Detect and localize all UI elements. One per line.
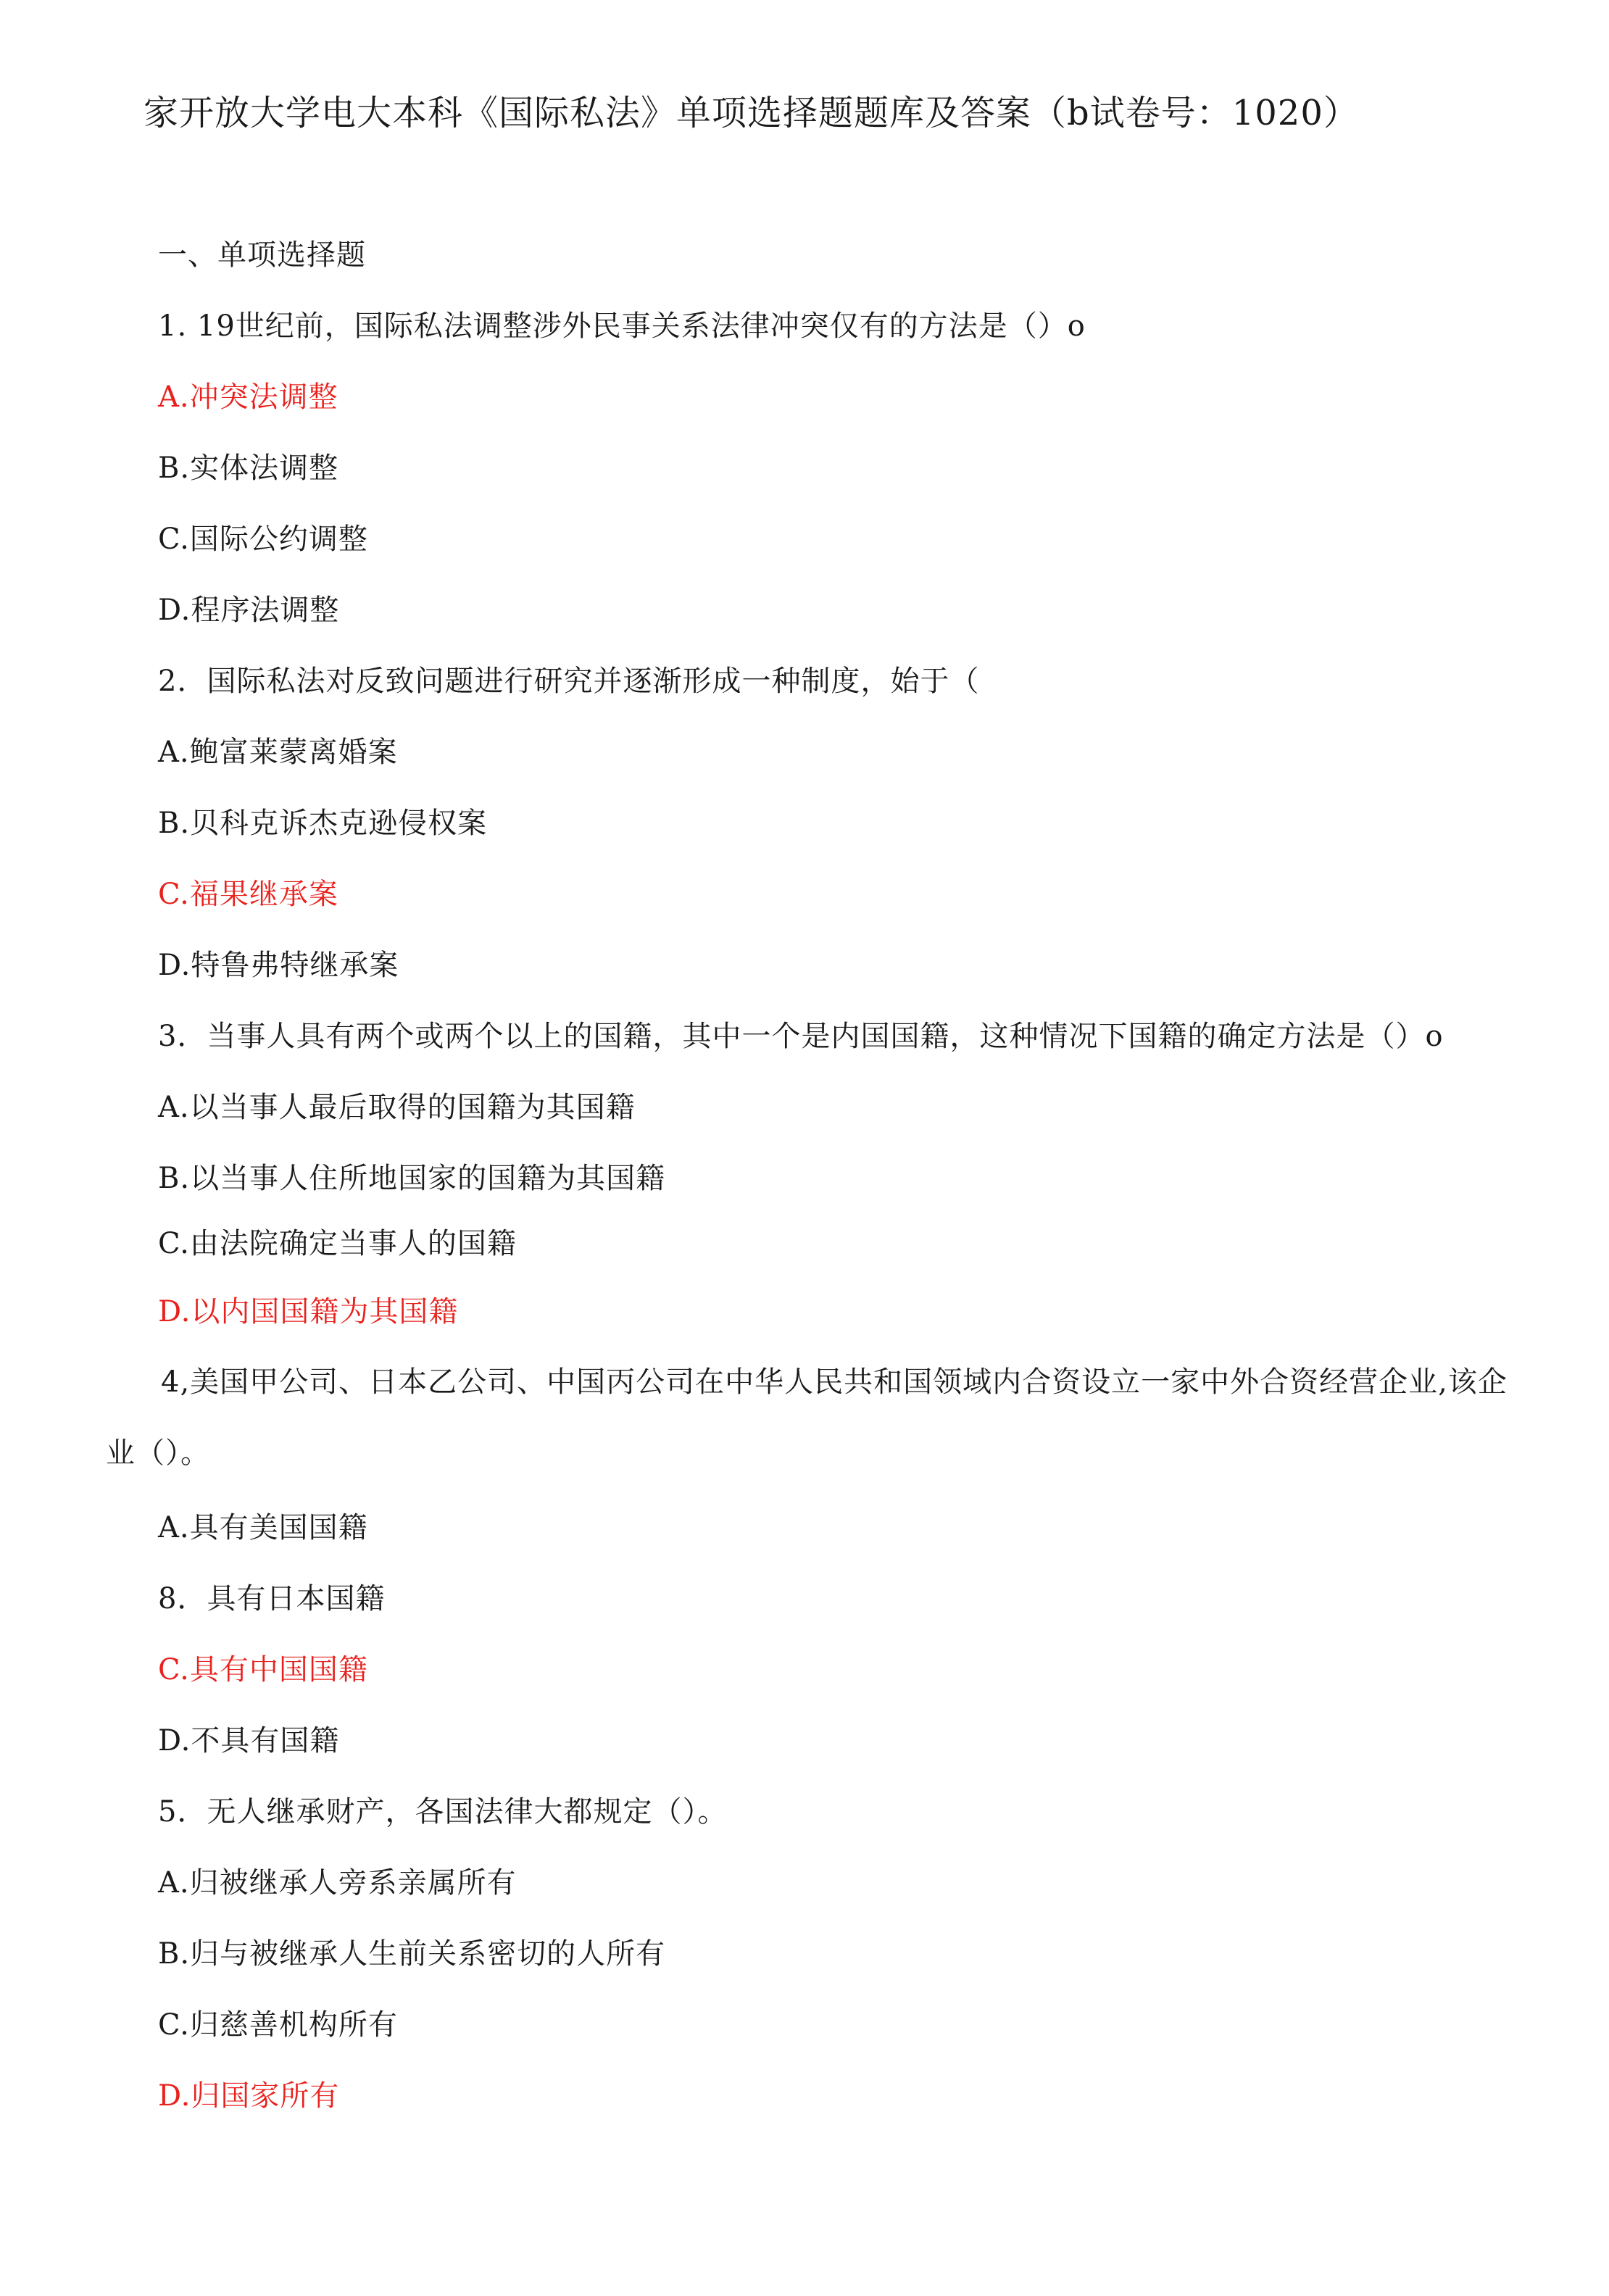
- question-1-option-a: A.冲突法调整: [158, 380, 338, 414]
- question-3-stem: 3．当事人具有两个或两个以上的国籍，其中一个是内国国籍，这种情况下国籍的确定方法是（）o: [158, 1020, 1444, 1053]
- question-4-option-a: A.具有美国国籍: [158, 1511, 368, 1544]
- question-3-option-d: D.以内国国籍为其国籍: [158, 1295, 459, 1328]
- question-3-option-b: B.以当事人住所地国家的国籍为其国籍: [158, 1162, 666, 1195]
- section-heading: 一、单项选择题: [158, 238, 366, 272]
- question-3-option-c: C.由法院确定当事人的国籍: [158, 1227, 517, 1260]
- question-1-stem: 1. 19世纪前，国际私法调整涉外民事关系法律冲突仅有的方法是（）o: [158, 309, 1086, 343]
- question-2-option-a: A.鲍富莱蒙离婚案: [158, 736, 398, 769]
- question-4-option-d: D.不具有国籍: [158, 1724, 340, 1758]
- question-5-option-b: B.归与被继承人生前关系密切的人所有: [158, 1937, 666, 1971]
- document-title: 家开放大学电大本科《国际私法》单项选择题题库及答案（b试卷号：1020）: [144, 93, 1359, 133]
- question-4-option-b: 8．具有日本国籍: [158, 1582, 386, 1615]
- question-2-option-c: C.福果继承案: [158, 878, 338, 911]
- question-1-option-d: D.程序法调整: [158, 594, 340, 627]
- question-5-option-a: A.归被继承人旁系亲属所有: [158, 1866, 517, 1900]
- question-5-stem: 5．无人继承财产，各国法律大都规定（）。: [158, 1795, 728, 1829]
- question-5-option-d: D.归国家所有: [158, 2079, 340, 2113]
- question-5-option-c: C.归慈善机构所有: [158, 2008, 398, 2042]
- question-1-option-c: C.国际公约调整: [158, 523, 368, 556]
- question-3-option-a: A.以当事人最后取得的国籍为其国籍: [158, 1091, 636, 1124]
- question-2-stem: 2．国际私法对反致问题进行研究并逐渐形成一种制度，始于（: [158, 665, 980, 698]
- question-2-option-b: B.贝科克诉杰克逊侵权案: [158, 807, 488, 840]
- question-4-stem: 4,美国甲公司、日本乙公司、中国丙公司在中华人民共和国领域内合资设立一家中外合资经营企业,该企业（）。: [106, 1365, 1508, 1470]
- question-1-option-b: B.实体法调整: [158, 452, 339, 485]
- question-2-option-d: D.特鲁弗特继承案: [158, 949, 399, 982]
- question-4-option-c: C.具有中国国籍: [158, 1653, 368, 1686]
